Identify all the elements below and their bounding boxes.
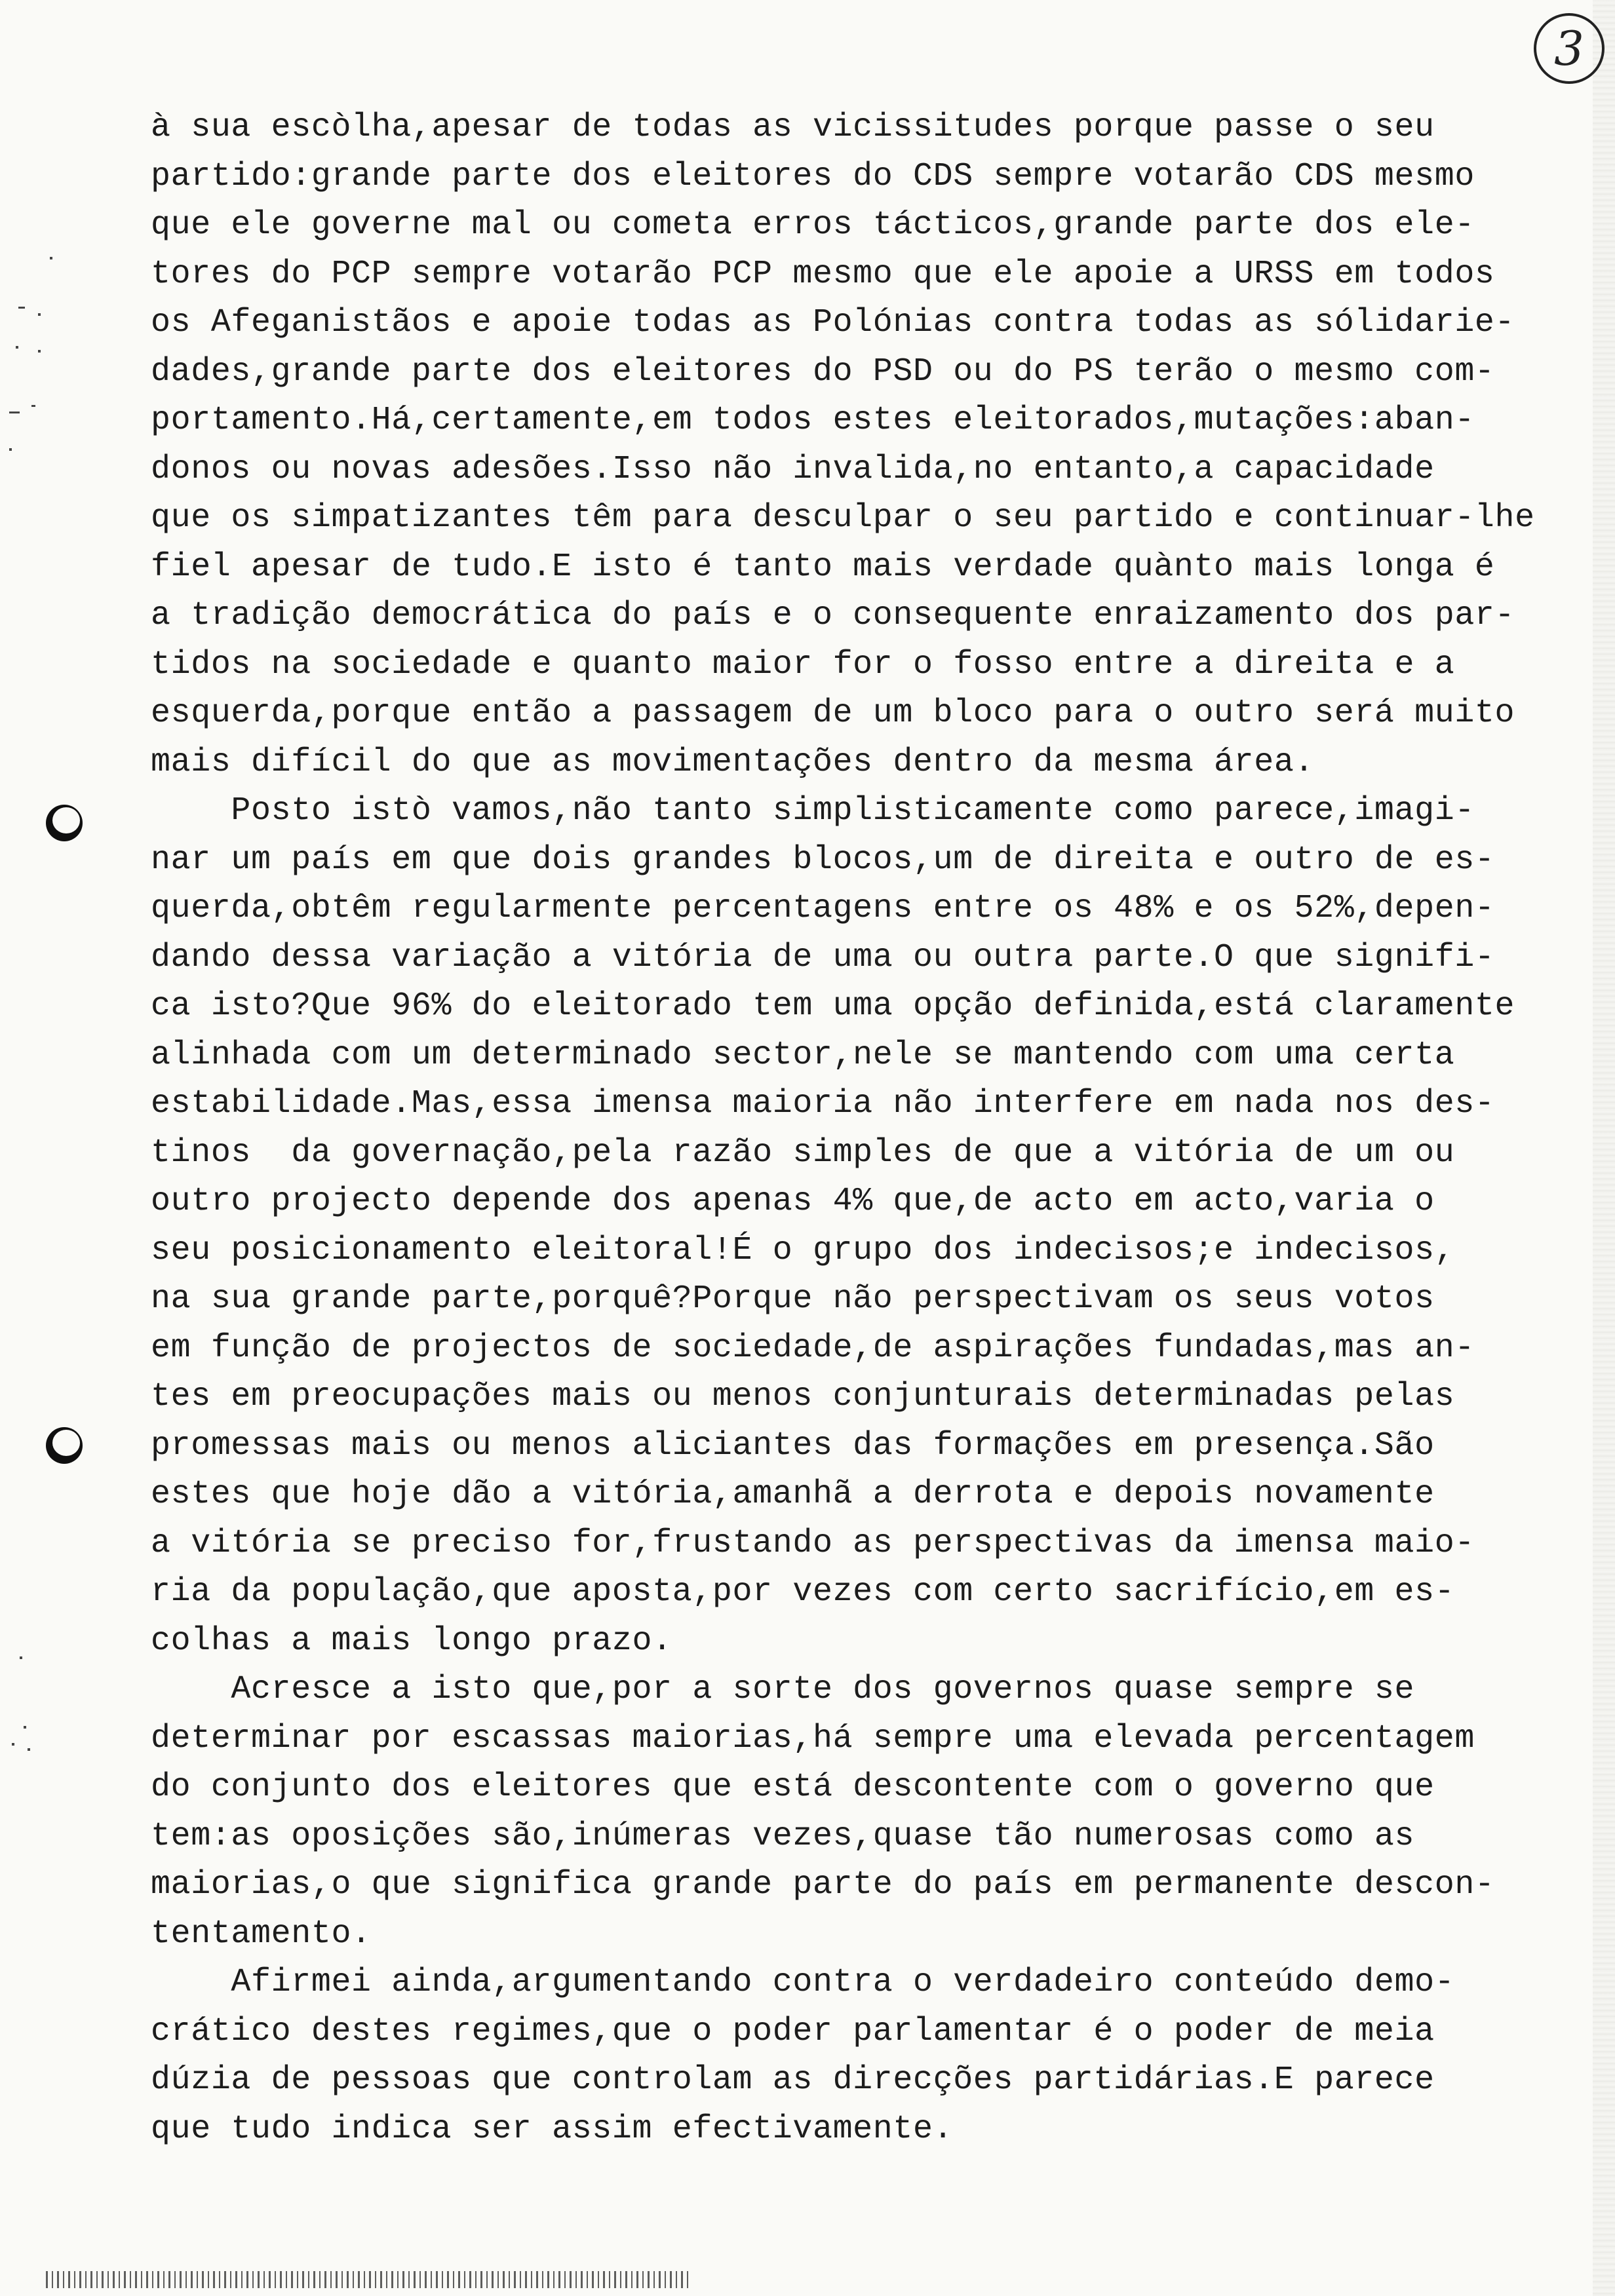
text-line: a vitória se preciso for,frustando as perspectivas da imensa maio-	[151, 1524, 1475, 1562]
text-line: outro projecto depende dos apenas 4% que,de acto em acto,varia o	[151, 1183, 1435, 1220]
text-line: maiorias,o que significa grande parte do país em permanente descon-	[151, 1866, 1495, 1904]
scan-speck	[38, 313, 41, 316]
text-line: tem:as oposições são,inúmeras vezes,quase tão numerosas como as	[151, 1817, 1415, 1855]
text-line: que os simpatizantes têm para desculpar o seu partido e continuar-lhe	[151, 499, 1535, 537]
paragraph	[151, 1959, 1540, 2154]
text-line: partido:grande parte dos eleitores do CDS sempre votarão CDS mesmo	[151, 157, 1475, 195]
text-line: tores do PCP sempre votarão PCP mesmo que ele apoie a URSS em todos	[151, 255, 1495, 293]
text-line: ria da população,que aposta,por vezes com certo sacrifício,em es-	[151, 1573, 1455, 1611]
scan-speck	[20, 1656, 22, 1659]
text-line: determinar por escassas maiorias,há sempre uma elevada percentagem	[151, 1719, 1475, 1757]
text-line: dúzia de pessoas que controlam as direcções partidárias.E parece	[151, 2061, 1435, 2099]
scan-speck	[24, 1726, 26, 1729]
text-line: dades,grande parte dos eleitores do PSD ou do PS terão o mesmo com-	[151, 353, 1495, 391]
scan-edge-shadow	[1593, 0, 1615, 2296]
text-line: ca isto?Que 96% do eleitorado tem uma opção definida,está claramente	[151, 987, 1515, 1025]
text-line: querda,obtêm regularmente percentagens entre os 48% e os 52%,depen-	[151, 890, 1495, 927]
text-line: tinos da governação,pela razão simples de que a vitória de um ou	[151, 1134, 1455, 1172]
text-line: promessas mais ou menos aliciantes das formações em presença.São	[151, 1426, 1435, 1464]
text-line: à sua escòlha,apesar de todas as vicissitudes porque passe o seu	[151, 109, 1435, 146]
text-line: colhas a mais longo prazo.	[151, 1622, 672, 1660]
text-line: que tudo indica ser assim efectivamente.	[151, 2110, 954, 2148]
paragraph	[151, 787, 1540, 1666]
scan-speck	[31, 405, 35, 407]
text-line: dando dessa variação a vitória de uma ou outra parte.O que signifi-	[151, 938, 1495, 976]
text-line: na sua grande parte,porquê?Porque não perspectivam os seus votos	[151, 1280, 1435, 1318]
text-line: os Afeganistãos e apoie todas as Polónias contra todas as sólidarie-	[151, 304, 1515, 341]
text-line: mais difícil do que as movimentações dentro da mesma área.	[151, 743, 1315, 781]
scan-speck	[38, 350, 41, 353]
document-body	[151, 104, 1540, 2154]
text-line: que ele governe mal ou cometa erros tácticos,grande parte dos ele-	[151, 206, 1475, 244]
scan-speck	[9, 448, 12, 451]
text-line: Afirmei ainda,argumentando contra o verdadeiro conteúdo demo-	[151, 1964, 1455, 2001]
text-line: tes em preocupações mais ou menos conjunturais determinadas pelas	[151, 1378, 1455, 1415]
scan-speck	[9, 411, 20, 413]
text-line: alinhada com um determinado sector,nele se mantendo com uma certa	[151, 1036, 1455, 1074]
text-line: fiel apesar de tudo.E isto é tanto mais verdade quànto mais longa é	[151, 548, 1495, 586]
scan-speck	[16, 346, 18, 349]
scan-speck	[50, 257, 52, 259]
text-line: Acresce a isto que,por a sorte dos governos quase sempre se	[151, 1671, 1415, 1708]
text-line: crático destes regimes,que o poder parlamentar é o poder de meia	[151, 2012, 1435, 2050]
scan-speck	[12, 1743, 14, 1746]
text-line: em função de projectos de sociedade,de aspirações fundadas,mas an-	[151, 1329, 1475, 1367]
text-line: seu posicionamento eleitoral!É o grupo dos indecisos;e indecisos,	[151, 1231, 1455, 1269]
scan-speck	[28, 1748, 30, 1751]
text-line: do conjunto dos eleitores que está descontente com o governo que	[151, 1769, 1435, 1806]
text-line: Posto istò vamos,não tanto simplisticamente como parece,imagi-	[151, 792, 1475, 830]
punch-hole-bottom	[46, 1427, 83, 1464]
text-line: a tradição democrática do país e o consequente enraizamento dos par-	[151, 597, 1515, 634]
scan-bottom-artifact	[46, 2271, 688, 2288]
page-number: 3	[1554, 21, 1584, 76]
paragraph	[151, 1666, 1540, 1959]
text-line: donos ou novas adesões.Isso não invalida,no entanto,a capacidade	[151, 450, 1435, 488]
scan-speck	[18, 307, 25, 309]
text-line: estes que hoje dão a vitória,amanhã a derrota e depois novamente	[151, 1476, 1435, 1513]
page-number-circle	[1534, 13, 1605, 84]
text-line: tidos na sociedade e quanto maior for o fosso entre a direita e a	[151, 645, 1455, 683]
punch-hole-top	[46, 805, 83, 841]
paragraph	[151, 104, 1540, 787]
text-line: esquerda,porque então a passagem de um bloco para o outro será muito	[151, 695, 1515, 732]
text-line: estabilidade.Mas,essa imensa maioria não interfere em nada nos des-	[151, 1085, 1495, 1122]
text-line: nar um país em que dois grandes blocos,um de direita e outro de es-	[151, 841, 1495, 879]
text-line: portamento.Há,certamente,em todos estes eleitorados,mutações:aban-	[151, 402, 1475, 439]
text-line: tentamento.	[151, 1915, 372, 1953]
